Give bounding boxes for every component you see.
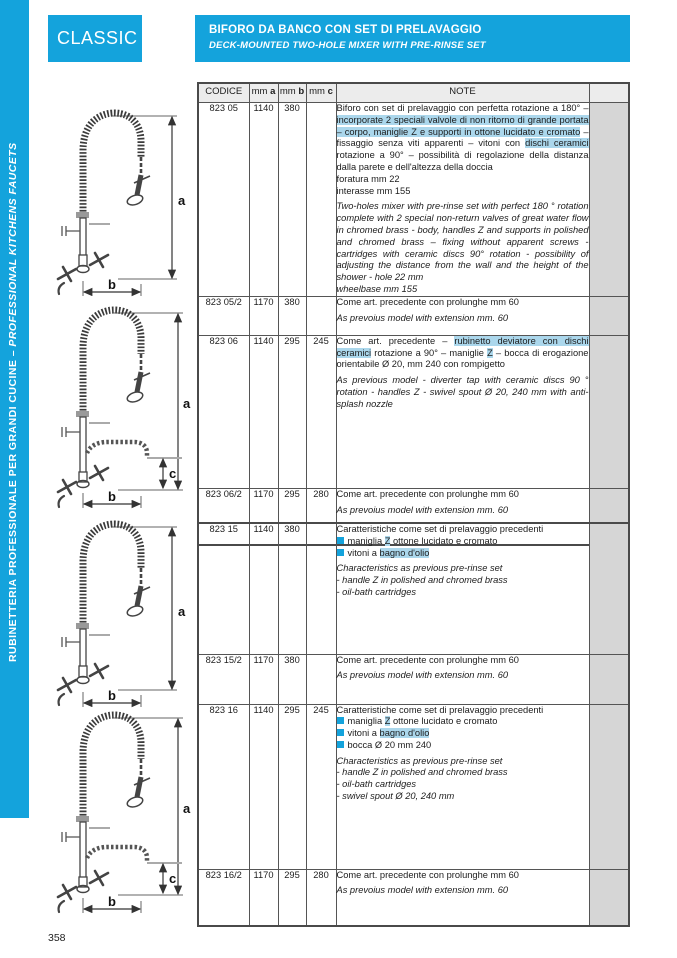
note-text: Come art. precedente – <box>336 335 455 346</box>
spring-hose <box>83 310 141 414</box>
note-text: Characteristics as previous pre-rinse set <box>336 755 503 766</box>
table-header-row <box>198 83 629 103</box>
wall-bracket <box>62 832 80 842</box>
highlighted-text: rubinetto deviatore con dischi ceramici <box>336 335 589 358</box>
note-line <box>337 670 589 682</box>
note-line <box>337 791 589 803</box>
extra-cell <box>589 523 629 654</box>
right-handle <box>90 466 108 480</box>
left-handle <box>58 480 76 507</box>
sidebar-label-en: PROFESSIONAL KITCHENS FAUCETS <box>7 142 19 347</box>
note-text: As prevoius model with extension mm. 60 <box>336 312 509 323</box>
mm-b-cell: 295 <box>278 335 306 488</box>
note-cell <box>336 296 589 335</box>
extra-cell <box>589 869 629 926</box>
mm-c-cell: 245 <box>306 704 336 869</box>
table-row <box>198 103 629 297</box>
sidebar-label-it: RUBINETTERIA PROFESSIONALE PER GRANDI CUCINE <box>7 359 19 662</box>
note-text: - oil-bath cartridges <box>336 779 417 790</box>
mm-c-cell <box>306 654 336 704</box>
note-text: – bocca di erogazione orientabile Ø 20, mm 240 con rompigetto <box>336 347 589 370</box>
header-codice: CODICE <box>198 83 249 103</box>
mm-b-cell: 380 <box>278 103 306 297</box>
codice-cell: 823 16/2 <box>198 869 249 926</box>
swivel-spout-dashed <box>87 847 147 861</box>
note-text: - handle Z in polished and chromed brass <box>336 767 508 778</box>
mm-a-cell: 1140 <box>249 335 278 488</box>
note-line <box>337 779 589 791</box>
note-text: As prevoius model with extension mm. 60 <box>336 885 509 896</box>
page-title-box <box>195 15 630 62</box>
note-text: vitoni a <box>347 728 380 739</box>
left-handle <box>58 678 76 705</box>
riser-tube <box>80 417 86 475</box>
dimension-a-label: a <box>178 604 186 619</box>
note-text: As prevoius model with extension mm. 60 <box>336 504 509 515</box>
note-line <box>337 756 589 768</box>
header-mm-c: mm c <box>306 83 336 103</box>
spray-nozzle <box>126 390 144 404</box>
note-line <box>337 655 589 667</box>
codice-cell: 823 06 <box>198 335 249 488</box>
note-line <box>337 705 589 717</box>
spray-handle <box>137 777 141 797</box>
riser-tube <box>80 822 86 880</box>
note-line <box>337 548 589 560</box>
note-text: - oil-bath cartridges <box>336 586 417 597</box>
note-text: As previous model - diverter tap with ceramic discs 90 ° rotation - handles Z - swivel spout Ø 20, 240 mm with anti-splash nozzle <box>336 375 589 409</box>
note-text: ottone lucidato e cromato <box>390 535 498 546</box>
spray-nozzle <box>126 193 144 207</box>
coupling-nut <box>76 411 89 417</box>
mm-c-cell <box>306 103 336 297</box>
highlighted-text: Z <box>487 347 493 358</box>
note-text: Biforo con set di prelavaggio con perfetta rotazione a 180° – <box>336 103 589 113</box>
note-cell <box>336 869 589 926</box>
bullet-square-icon <box>337 549 344 556</box>
note-cell <box>336 335 589 488</box>
extra-cell <box>589 296 629 335</box>
spring-hose <box>83 524 141 626</box>
note-line <box>337 767 589 779</box>
spray-handle <box>137 586 141 606</box>
header-note: NOTE <box>336 83 589 103</box>
spec-table-2 <box>197 522 630 927</box>
dimension-c-label: c <box>169 466 177 481</box>
faucet-drawing-with-spout-2 <box>50 705 195 917</box>
note-line <box>337 284 589 296</box>
note-text: Come art. precedente con prolunghe mm 60 <box>336 654 519 665</box>
spray-handle <box>137 175 141 195</box>
note-line <box>337 375 589 410</box>
dimension-a-label: a <box>178 193 186 208</box>
mm-b-cell: 380 <box>278 296 306 335</box>
table-row <box>198 704 629 869</box>
note-cell <box>336 654 589 704</box>
spring-hose <box>83 715 141 819</box>
note-line <box>337 489 589 501</box>
note-text: Come art. precedente con prolunghe mm 60 <box>336 869 519 880</box>
note-line <box>337 587 589 599</box>
sidebar-label-separator: – <box>7 346 19 360</box>
note-text: interasse mm 155 <box>336 185 411 196</box>
highlighted-text: bagno d'olio <box>379 728 430 739</box>
table-row <box>198 654 629 704</box>
bullet-square-icon <box>337 741 344 748</box>
series-name: CLASSIC <box>57 28 138 48</box>
spray-nozzle <box>126 795 144 809</box>
dimension-b-label: b <box>108 277 116 292</box>
bullet-square-icon <box>337 729 344 736</box>
codice-cell: 823 16 <box>198 704 249 869</box>
note-cell <box>336 523 589 654</box>
mm-c-cell: 245 <box>306 335 336 488</box>
note-line <box>337 524 589 536</box>
note-text: As prevoius model with extension mm. 60 <box>336 670 509 681</box>
table-row <box>198 523 629 654</box>
note-cell <box>336 103 589 297</box>
note-line <box>337 103 589 174</box>
coupling-nut <box>76 212 89 218</box>
header-mm-a: mm a <box>249 83 278 103</box>
note-line <box>337 870 589 882</box>
left-handle <box>58 267 76 294</box>
note-line <box>337 313 589 325</box>
mm-c-cell: 280 <box>306 488 336 545</box>
note-text: bocca Ø 20 mm 240 <box>347 739 432 750</box>
riser-tube <box>80 218 86 258</box>
note-line <box>337 716 589 728</box>
dimension-b-label: b <box>108 489 116 504</box>
note-text: Characteristics as previous pre-rinse set <box>336 563 503 574</box>
highlighted-text: bagno d'olio <box>379 547 430 558</box>
highlighted-text: Z <box>384 535 391 546</box>
bullet-square-icon <box>337 717 344 724</box>
mm-a-cell: 1140 <box>249 103 278 297</box>
mm-a-cell: 1170 <box>249 869 278 926</box>
note-text: rotazione a 90° – maniglie <box>371 347 488 358</box>
mm-b-cell: 295 <box>278 869 306 926</box>
note-line <box>337 174 589 186</box>
note-text: Come art. precedente con prolunghe mm 60 <box>336 488 519 499</box>
bullet-square-icon <box>337 537 344 544</box>
mm-a-cell: 1140 <box>249 523 278 654</box>
right-handle <box>90 664 108 678</box>
extra-cell <box>589 654 629 704</box>
codice-cell: 823 05/2 <box>198 296 249 335</box>
note-line <box>337 885 589 897</box>
left-handle <box>58 885 76 912</box>
note-line <box>337 728 589 740</box>
note-line <box>337 336 589 371</box>
mm-c-cell <box>306 523 336 654</box>
mm-a-cell: 1170 <box>249 488 278 545</box>
series-badge <box>48 15 142 62</box>
note-line <box>337 505 589 517</box>
spray-handle <box>137 372 141 392</box>
codice-cell: 823 05 <box>198 103 249 297</box>
page-title-it: BIFORO DA BANCO CON SET DI PRELAVAGGIO <box>209 24 482 36</box>
mm-a-cell: 1170 <box>249 654 278 704</box>
highlighted-text: incorporate 2 speciali valvole di non ritorno di grande portata – corpo, maniglie Z e supporti in ottone lucidato e cromato <box>336 114 589 137</box>
codice-cell: 823 15/2 <box>198 654 249 704</box>
note-text: - handle Z in polished and chromed brass <box>336 575 508 586</box>
page-number: 358 <box>48 932 66 944</box>
riser-tube <box>80 629 86 669</box>
table-row <box>198 869 629 926</box>
sidebar-vertical-label <box>7 142 19 662</box>
note-text: Two-holes mixer with pre-rinse set with perfect 180 ° rotation complete with 2 special non-return valves of great water flow in chromed brass - body, handles Z and supports in polished and chromed brass – fixing without apparent screws - cartridges with ceramic discs 90° rotation - possibility of adjusting the distance from the wall and the height of the shower - hole 22 mm <box>336 201 589 283</box>
dimension-a-label: a <box>183 396 191 411</box>
mm-b-cell: 380 <box>278 654 306 704</box>
header-extra-column <box>589 83 629 103</box>
right-handle <box>90 871 108 885</box>
note-text: Come art. precedente con prolunghe mm 60 <box>336 296 519 307</box>
codice-cell: 823 06/2 <box>198 488 249 545</box>
note-text: - swivel spout Ø 20, 240 mm <box>336 791 455 802</box>
swivel-spout-dashed <box>87 442 147 456</box>
wall-bracket <box>62 226 80 236</box>
note-text: wheelbase mm 155 <box>336 283 418 294</box>
spec-table-1 <box>197 82 630 546</box>
note-text: Caratteristiche come set di prelavaggio precedenti <box>336 524 544 534</box>
faucet-drawing-with-spout-1 <box>50 300 195 512</box>
mm-c-cell <box>306 296 336 335</box>
note-line <box>337 536 589 548</box>
wall-bracket <box>62 637 80 647</box>
coupling-nut <box>76 623 89 629</box>
codice-cell: 823 15 <box>198 523 249 654</box>
note-line <box>337 575 589 587</box>
note-text: foratura mm 22 <box>336 173 400 184</box>
note-text: maniglia <box>347 716 385 727</box>
highlighted-text: Z <box>384 716 391 727</box>
wall-bracket <box>62 427 80 437</box>
mm-c-cell: 280 <box>306 869 336 926</box>
sidebar <box>0 0 29 818</box>
right-handle <box>90 253 108 267</box>
mm-b-cell: 380 <box>278 523 306 654</box>
note-text: – fissaggio senza viti apparenti – vitoni con <box>336 126 589 149</box>
note-line <box>337 186 589 198</box>
spring-hose <box>83 113 141 215</box>
table-row <box>198 296 629 335</box>
dimension-b-label: b <box>108 688 116 703</box>
mm-b-cell: 295 <box>278 488 306 545</box>
extra-cell <box>589 704 629 869</box>
extra-cell <box>589 335 629 488</box>
spray-nozzle <box>126 604 144 618</box>
note-text: ottone lucidato e cromato <box>390 716 498 727</box>
extra-cell <box>589 103 629 297</box>
highlighted-text: dischi ceramici <box>525 138 589 149</box>
note-line <box>337 297 589 309</box>
page-title-en: DECK-MOUNTED TWO-HOLE MIXER WITH PRE-RINSE SET <box>209 40 486 51</box>
mm-a-cell: 1140 <box>249 704 278 869</box>
note-line <box>337 201 589 284</box>
note-text: vitoni a <box>347 547 380 558</box>
note-line <box>337 563 589 575</box>
faucet-drawing-pre-rinse-1 <box>50 103 195 299</box>
note-text: maniglia <box>347 535 385 546</box>
mm-a-cell: 1170 <box>249 296 278 335</box>
dimension-b-label: b <box>108 894 116 909</box>
note-text: rotazione a 90° – possibilità di regolazione della distanza dalla parete e dell'altezza della doccia <box>336 150 589 172</box>
header-mm-b: mm b <box>278 83 306 103</box>
coupling-nut <box>76 816 89 822</box>
note-line <box>337 740 589 752</box>
table-row <box>198 335 629 488</box>
note-text: Caratteristiche come set di prelavaggio precedenti <box>336 704 544 715</box>
dimension-a-label: a <box>183 801 191 816</box>
faucet-drawing-pre-rinse-2 <box>50 514 195 710</box>
mm-b-cell: 295 <box>278 704 306 869</box>
note-cell <box>336 704 589 869</box>
dimension-c-label: c <box>169 871 177 886</box>
